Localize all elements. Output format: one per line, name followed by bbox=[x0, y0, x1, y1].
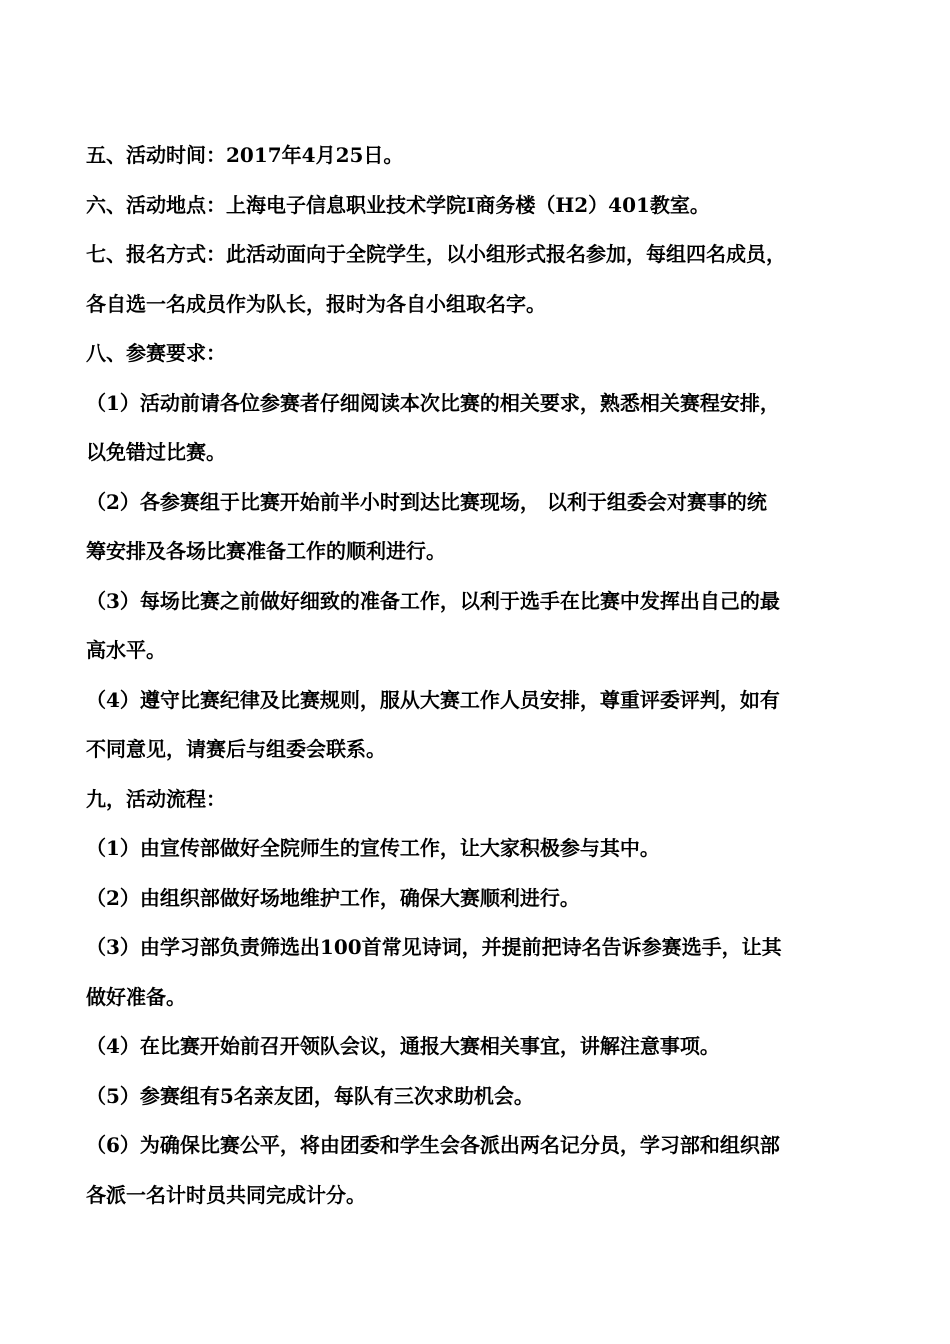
text-line: 五、活动时间：2017年4月25日。 bbox=[86, 143, 404, 167]
process-item-6 bbox=[86, 1121, 866, 1220]
section-heading: 九，活动流程： bbox=[86, 786, 226, 811]
text-line: 高水平。 bbox=[86, 638, 166, 662]
process-item-4 bbox=[86, 1022, 866, 1072]
text-line: （3）每场比赛之前做好细致的准备工作，以利于选手在比赛中发挥出自己的最 bbox=[86, 588, 780, 613]
requirement-item-4 bbox=[86, 676, 866, 775]
text-line: （1）由宣传部做好全院师生的宣传工作，让大家积极参与其中。 bbox=[86, 836, 660, 860]
text-line: （2）各参赛组于比赛开始前半小时到达比赛现场， 以利于组委会对赛事的统 bbox=[86, 489, 767, 514]
section-9-heading bbox=[86, 775, 866, 825]
section-7-registration-method bbox=[86, 230, 866, 329]
text-line: 以免错过比赛。 bbox=[86, 440, 226, 464]
text-line: （5）参赛组有5名亲友团，每队有三次求助机会。 bbox=[86, 1083, 534, 1108]
section-heading: 八、参赛要求： bbox=[86, 341, 226, 365]
text-line: 六、活动地点：上海电子信息职业技术学院Ⅰ商务楼（H2）401教室。 bbox=[86, 192, 710, 217]
text-line: （4）在比赛开始前召开领队会议，通报大赛相关事宜，讲解注意事项。 bbox=[86, 1034, 720, 1058]
process-item-5 bbox=[86, 1072, 866, 1122]
text-line: 各自选一名成员作为队长，报时为各自小组取名字。 bbox=[86, 291, 546, 316]
process-item-3 bbox=[86, 923, 866, 1022]
text-line: 七、报名方式：此活动面向于全院学生，以小组形式报名参加，每组四名成员， bbox=[86, 242, 786, 266]
text-line: 做好准备。 bbox=[86, 984, 186, 1009]
requirement-item-3 bbox=[86, 577, 866, 676]
process-item-1 bbox=[86, 824, 866, 874]
text-line: （2）由组织部做好场地维护工作，确保大赛顺利进行。 bbox=[86, 885, 580, 910]
process-item-2 bbox=[86, 874, 866, 924]
document-body bbox=[86, 131, 866, 1220]
text-line: （1）活动前请各位参赛者仔细阅读本次比赛的相关要求，熟悉相关赛程安排， bbox=[86, 390, 780, 415]
text-line: 筹安排及各场比赛准备工作的顺利进行。 bbox=[86, 539, 446, 563]
text-line: （3）由学习部负责筛选出100首常见诗词，并提前把诗名告诉参赛选手，让其 bbox=[86, 935, 782, 959]
requirement-item-2 bbox=[86, 478, 866, 577]
section-5-activity-time bbox=[86, 131, 866, 181]
text-line: 不同意见，请赛后与组委会联系。 bbox=[86, 737, 386, 761]
text-line: （4）遵守比赛纪律及比赛规则，服从大赛工作人员安排，尊重评委评判，如有 bbox=[86, 687, 780, 712]
requirement-item-1 bbox=[86, 379, 866, 478]
section-8-heading bbox=[86, 329, 866, 379]
section-6-activity-location bbox=[86, 181, 866, 231]
text-line: 各派一名计时员共同完成计分。 bbox=[86, 1182, 366, 1207]
text-line: （6）为确保比赛公平，将由团委和学生会各派出两名记分员，学习部和组织部 bbox=[86, 1133, 780, 1157]
